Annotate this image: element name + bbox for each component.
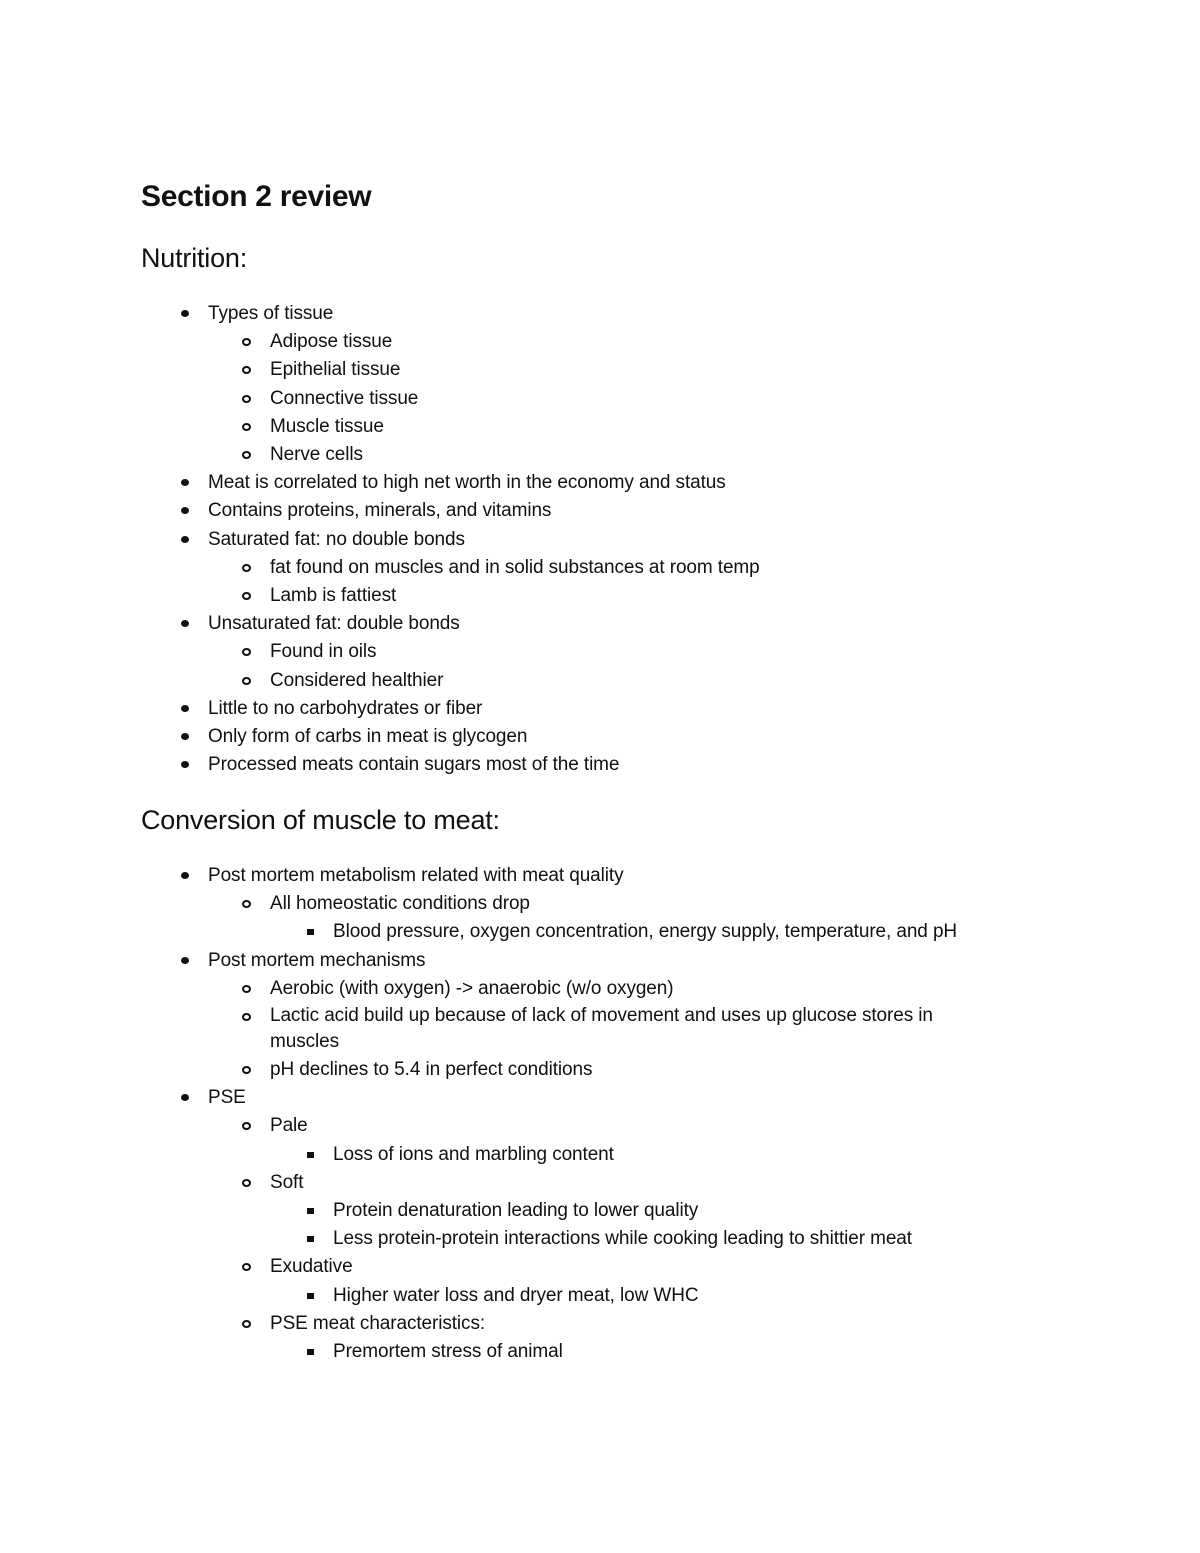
list-item-text: Unsaturated fat: double bonds [208,613,460,635]
list-item [0,1282,1200,1310]
list-item [0,862,1200,890]
list-item-text: Lamb is fattiest [270,585,397,607]
list-item [0,385,1200,413]
filled-bullet-icon [181,957,189,964]
list-item-text: Found in oils [270,641,377,663]
list-item [0,441,1200,469]
list-item-text: Loss of ions and marbling content [333,1143,614,1165]
list-item [0,667,1200,695]
list-item-text: Processed meats contain sugars most of the time [208,754,620,776]
hollow-bullet-icon [242,423,251,431]
list-item-text: Aerobic (with oxygen) -> anaerobic (w/o oxygen) [270,977,674,999]
filled-bullet-icon [181,620,189,627]
list-item [0,1084,1200,1112]
list-item [0,1197,1200,1225]
filled-bullet-icon [181,479,189,486]
list-item [0,328,1200,356]
list-item-text: Considered healthier [270,669,444,691]
square-bullet-icon [307,1349,314,1355]
list-item [0,975,1200,1003]
list-item-text: Post mortem metabolism related with meat quality [208,865,624,886]
section-heading-nutrition: Nutrition: [141,243,248,273]
hollow-bullet-icon [242,900,251,908]
square-bullet-icon [307,1293,314,1299]
hollow-bullet-icon [242,1179,251,1187]
filled-bullet-icon [181,536,189,543]
list-item [0,610,1200,638]
hollow-bullet-icon [242,1122,251,1130]
list-item-text: PSE meat characteristics: [270,1312,486,1334]
list-item [0,582,1200,610]
list-item [0,1141,1200,1169]
square-bullet-icon [307,1208,314,1214]
hollow-bullet-icon [242,648,251,656]
list-item [0,469,1200,497]
conversion-list [0,862,1200,1366]
list-item [0,1225,1200,1253]
list-item-text: PSE [208,1087,246,1109]
list-item [0,890,1200,918]
filled-bullet-icon [181,872,189,879]
square-bullet-icon [307,1236,314,1242]
list-item-text: Meat is correlated to high net worth in the economy and status [208,472,726,494]
list-item [0,300,1200,328]
list-item [0,1112,1200,1140]
list-item-text: fat found on muscles and in solid substances at room temp [270,556,760,578]
list-item-text: Contains proteins, minerals, and vitamins [208,500,552,522]
list-item-text: Protein denaturation leading to lower quality [333,1200,699,1222]
list-item-text: Saturated fat: no double bonds [208,528,465,550]
hollow-bullet-icon [242,366,251,374]
nutrition-list [0,300,1200,779]
list-item-text: Epithelial tissue [270,359,401,381]
filled-bullet-icon [181,733,189,740]
list-item-text: Connective tissue [270,387,419,409]
hollow-bullet-icon [242,1013,251,1021]
square-bullet-icon [307,1152,314,1158]
list-item [0,497,1200,525]
section-heading-conversion: Conversion of muscle to meat: [141,805,500,835]
filled-bullet-icon [181,761,189,768]
list-item [0,1056,1200,1084]
list-item [0,554,1200,582]
page-title: Section 2 review [141,180,372,213]
list-item [0,356,1200,384]
list-item-text: Soft [270,1171,304,1193]
list-item [0,1253,1200,1281]
list-item [0,413,1200,441]
hollow-bullet-icon [242,592,251,600]
list-item-text: Less protein-protein interactions while cooking leading to shittier meat [333,1228,912,1250]
list-item [0,1003,990,1056]
hollow-bullet-icon [242,564,251,572]
list-item [0,947,1200,975]
list-item-text: Lactic acid build up because of lack of movement and uses up glucose stores in muscles [270,1005,933,1052]
list-item [0,1310,1200,1338]
list-item-text: Premortem stress of animal [333,1341,563,1363]
hollow-bullet-icon [242,1263,251,1271]
list-item-text: pH declines to 5.4 in perfect conditions [270,1059,593,1081]
list-item-text: Types of tissue [208,303,334,324]
list-item-text: Only form of carbs in meat is glycogen [208,726,528,748]
filled-bullet-icon [181,705,189,712]
filled-bullet-icon [181,310,189,317]
filled-bullet-icon [181,1094,189,1101]
list-item-text: Exudative [270,1256,353,1278]
hollow-bullet-icon [242,985,251,993]
list-item [0,723,1200,751]
list-item [0,751,1200,779]
list-item-text: Post mortem mechanisms [208,949,426,971]
list-item [0,918,1200,946]
list-item [0,526,1200,554]
hollow-bullet-icon [242,451,251,459]
hollow-bullet-icon [242,677,251,685]
hollow-bullet-icon [242,338,251,346]
list-item [0,695,1200,723]
list-item-text: Little to no carbohydrates or fiber [208,697,483,719]
list-item [0,638,1200,666]
hollow-bullet-icon [242,395,251,403]
list-item [0,1338,1200,1366]
hollow-bullet-icon [242,1320,251,1328]
list-item-text: All homeostatic conditions drop [270,893,530,915]
list-item [0,1169,1200,1197]
hollow-bullet-icon [242,1066,251,1074]
list-item-text: Pale [270,1115,308,1137]
square-bullet-icon [307,929,314,935]
list-item-text: Adipose tissue [270,331,393,353]
list-item-text: Higher water loss and dryer meat, low WHC [333,1284,699,1306]
list-item-text: Muscle tissue [270,415,384,437]
list-item-text: Blood pressure, oxygen concentration, energy supply, temperature, and pH [333,921,958,943]
filled-bullet-icon [181,507,189,514]
list-item-text: Nerve cells [270,444,363,466]
